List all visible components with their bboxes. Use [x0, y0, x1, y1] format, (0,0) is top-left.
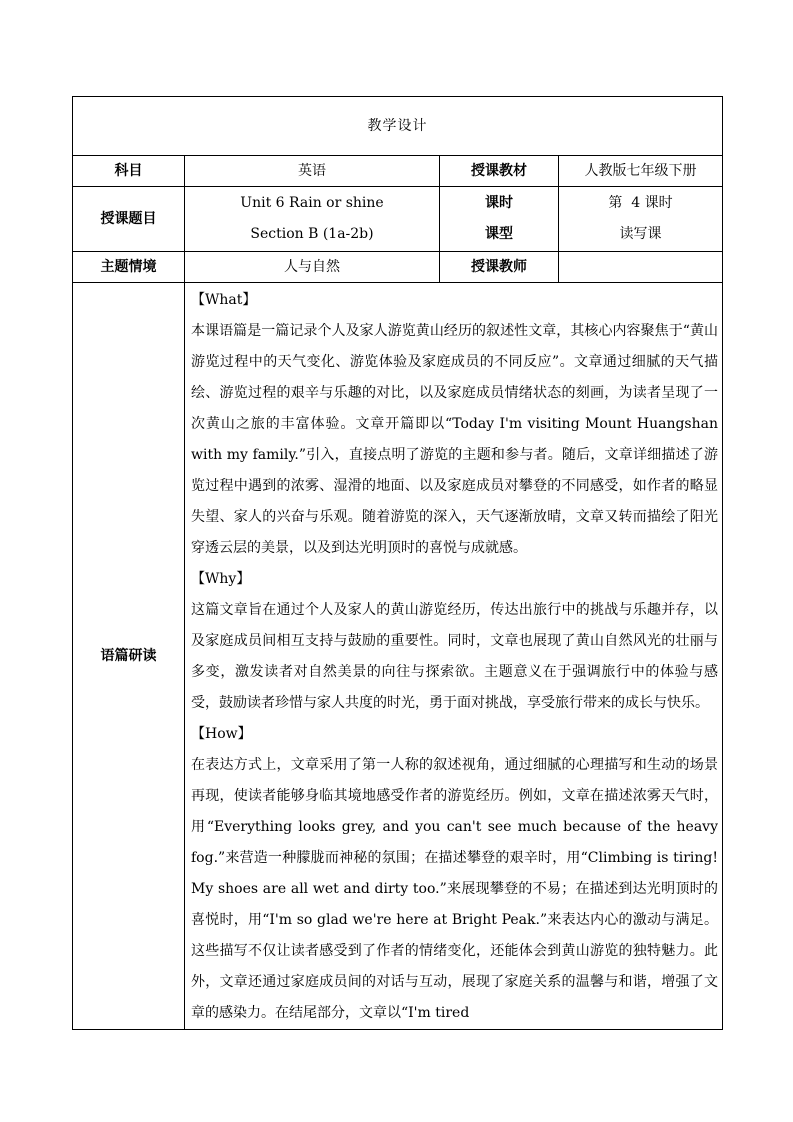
- lesson-plan-table: [72, 96, 723, 1030]
- subject-row: [73, 156, 723, 187]
- subject-value: 英语: [185, 156, 440, 187]
- why-paragraph: 这篇文章旨在通过个人及家人的黄山游览经历，传达出旅行中的挑战与乐趣并存，以及家庭成员间相互支持与鼓励的重要性。同时，文章也展现了黄山自然风光的壮丽与多变，激发读者对自然美景的向往与探索欲。主题意义在于强调旅行中的体验与感受，鼓励读者珍惜与家人共度的时光，勇于面对挑战，享受旅行带来的成长与快乐。: [191, 602, 718, 711]
- textbook-label: 授课教材: [440, 156, 559, 187]
- reading-label: 语篇研读: [73, 283, 185, 1030]
- reading-row: [73, 283, 723, 1030]
- what-heading: 【What】: [191, 292, 257, 308]
- title-row: [73, 97, 723, 156]
- topic-value: [185, 187, 440, 252]
- teacher-value: [559, 252, 723, 283]
- topic-label: 授课题目: [73, 187, 185, 252]
- topic-row: [73, 187, 723, 252]
- topic-value-unit: Unit 6 Rain or shine: [240, 195, 384, 211]
- document-title: 教学设计: [73, 97, 723, 156]
- why-heading: 【Why】: [191, 571, 251, 587]
- what-paragraph: 本课语篇是一篇记录个人及家人游览黄山经历的叙述性文章，其核心内容聚焦于“黄山游览过程中的天气变化、游览体验及家庭成员的不同反应”。文章通过细腻的天气描绘、游览过程的艰辛与乐趣的对比，以及家庭成员情绪状态的刻画，为读者呈现了一次黄山之旅的丰富体验。文章开篇即以“Today I'm visiting Mount Huangshan with my family.”引入，直接点明了游览的主题和参与者。随后，文章详细描述了游览过程中遇到的浓雾、湿滑的地面、以及家庭成员对攀登的不同感受，如作者的略显失望、家人的兴奋与乐观。随着游览的深入，天气逐渐放晴，文章又转而描绘了阳光穿透云层的美景，以及到达光明顶时的喜悦与成就感。: [191, 323, 718, 556]
- lesson-type-label: 课型: [485, 226, 513, 242]
- topic-value-section: Section B (1a-2b): [250, 226, 374, 242]
- theme-label: 主题情境: [73, 252, 185, 283]
- period-label: 课时: [485, 195, 513, 211]
- reading-content: [185, 283, 723, 1030]
- lesson-type-value: 读写课: [619, 226, 662, 242]
- theme-value: 人与自然: [185, 252, 440, 283]
- how-heading: 【How】: [191, 726, 252, 742]
- period-value: 第 4 课时: [608, 195, 673, 211]
- how-paragraph: 在表达方式上，文章采用了第一人称的叙述视角，通过细腻的心理描写和生动的场景再现，使读者能够身临其境地感受作者的游览经历。例如，文章在描述浓雾天气时，用“Everything looks grey, and you can't see much because of the heavy fog.”来营造一种朦胧而神秘的氛围；在描述攀登的艰辛时，用“Climbing is tiring! My shoes are all wet and dirty too.”来展现攀登的不易；在描述到达光明顶时的喜悦时，用“I'm so glad we're here at Bright Peak.”来表达内心的激动与满足。这些描写不仅让读者感受到了作者的情绪变化，还能体会到黄山游览的独特魅力。此外，文章还通过家庭成员间的对话与互动，展现了家庭关系的温馨与和谐，增强了文章的感染力。在结尾部分，文章以“I'm tired: [191, 757, 718, 1021]
- textbook-value: 人教版七年级下册: [559, 156, 723, 187]
- teacher-label: 授课教师: [440, 252, 559, 283]
- theme-row: [73, 252, 723, 283]
- subject-label: 科目: [73, 156, 185, 187]
- period-type-value: [559, 187, 723, 252]
- period-type-label: [440, 187, 559, 252]
